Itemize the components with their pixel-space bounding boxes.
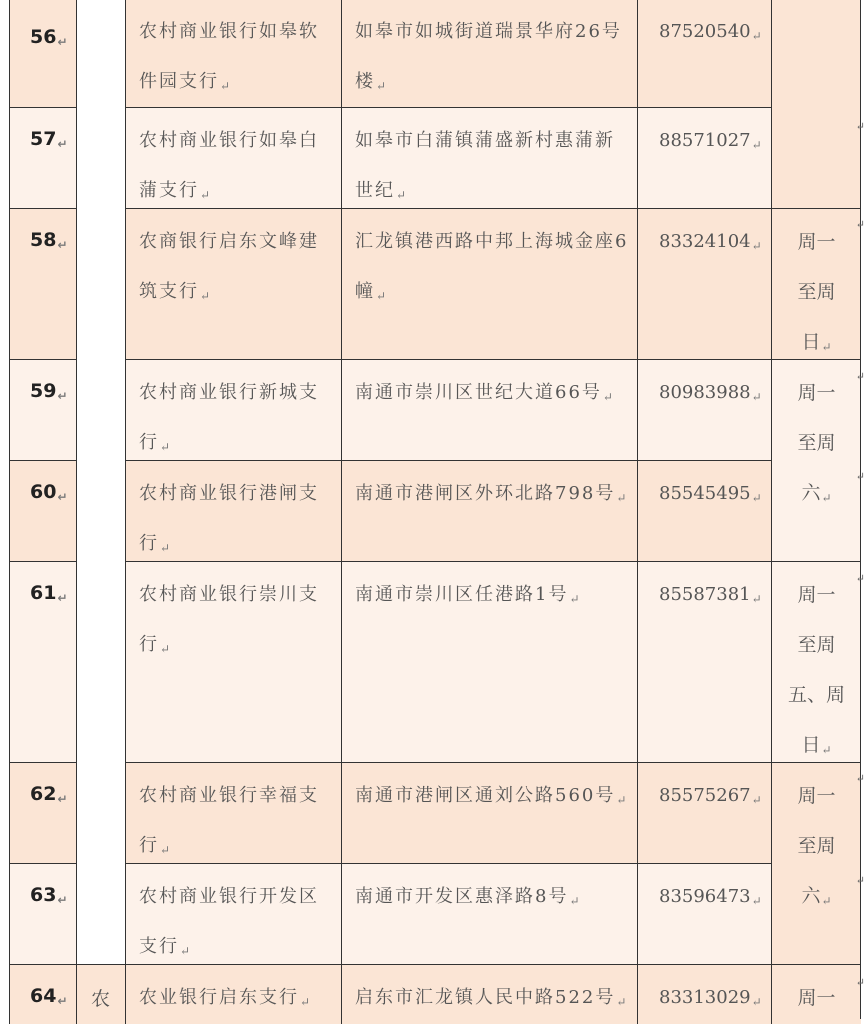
row-56-branch-name: 农村商业银行如皋软件园支行↵: [125, 0, 341, 107]
row-60-number: 60↵: [9, 460, 76, 561]
row-64-address: 启东市汇龙镇人民中路522号↵: [341, 964, 637, 1024]
row-56-address: 如皋市如城街道瑞景华府26号楼↵: [341, 0, 637, 107]
row-61-number: 61↵: [9, 561, 76, 762]
row-end-mark: ↵: [855, 874, 865, 887]
row-61-phone: 85587381↵: [637, 561, 771, 762]
row-63-number: 63↵: [9, 863, 76, 964]
row-60-phone: 85545495↵: [637, 460, 771, 561]
row-57-address: 如皋市白蒲镇蒲盛新村惠蒲新世纪↵: [341, 107, 637, 208]
row-60-branch-name: 农村商业银行港闸支行↵: [125, 460, 341, 561]
row-end-mark: ↵: [855, 772, 865, 785]
category-cell-64: 农: [76, 964, 125, 1024]
row-58-address: 汇龙镇港西路中邦上海城金座6幢↵: [341, 208, 637, 359]
row-end-mark: ↵: [855, 470, 865, 483]
row-end-mark: ↵: [855, 370, 865, 383]
row-61-branch-name: 农村商业银行崇川支行↵: [125, 561, 341, 762]
table-left-border: [9, 0, 10, 1019]
row-59-phone: 80983988↵: [637, 359, 771, 460]
category-cell-merged: [76, 0, 125, 964]
row-57-phone: 88571027↵: [637, 107, 771, 208]
row-57-number: 57↵: [9, 107, 76, 208]
row-64-branch-name: 农业银行启东支行↵: [125, 964, 341, 1024]
row-64-number: 64↵: [9, 964, 76, 1024]
row-58-branch-name: 农商银行启东文峰建筑支行↵: [125, 208, 341, 359]
row-62-branch-name: 农村商业银行幸福支行↵: [125, 762, 341, 863]
row-56-number: 56↵: [9, 0, 76, 107]
row-end-mark: ↵: [855, 218, 865, 231]
hours-cell-59-60: 周一 至周 六↵: [771, 359, 861, 561]
row-62-address: 南通市港闸区通刘公路560号↵: [341, 762, 637, 863]
row-59-number: 59↵: [9, 359, 76, 460]
row-58-number: 58↵: [9, 208, 76, 359]
hours-cell-62-63: 周一 至周 六↵: [771, 762, 861, 964]
row-63-phone: 83596473↵: [637, 863, 771, 964]
row-58-phone: 83324104↵: [637, 208, 771, 359]
hours-cell-58: 周一 至周 日↵: [771, 208, 861, 359]
row-59-branch-name: 农村商业银行新城支行↵: [125, 359, 341, 460]
row-60-address: 南通市港闸区外环北路798号↵: [341, 460, 637, 561]
row-59-address: 南通市崇川区世纪大道66号↵: [341, 359, 637, 460]
row-61-address: 南通市崇川区任港路1号↵: [341, 561, 637, 762]
row-end-mark: ↵: [855, 976, 865, 989]
row-end-mark: ↵: [855, 120, 865, 133]
row-57-branch-name: 农村商业银行如皋白蒲支行↵: [125, 107, 341, 208]
row-64-phone: 83313029↵: [637, 964, 771, 1024]
hours-cell-56-57: [771, 0, 861, 208]
table-right-border: [860, 0, 861, 1019]
row-62-number: 62↵: [9, 762, 76, 863]
row-62-phone: 85575267↵: [637, 762, 771, 863]
hours-cell-64: 周一: [771, 964, 861, 1024]
hours-cell-61: 周一 至周 五、周 日↵: [771, 561, 861, 762]
row-63-address: 南通市开发区惠泽路8号↵: [341, 863, 637, 964]
row-63-branch-name: 农村商业银行开发区支行↵: [125, 863, 341, 964]
row-end-mark: ↵: [855, 572, 865, 585]
row-56-phone: 87520540↵: [637, 0, 771, 107]
